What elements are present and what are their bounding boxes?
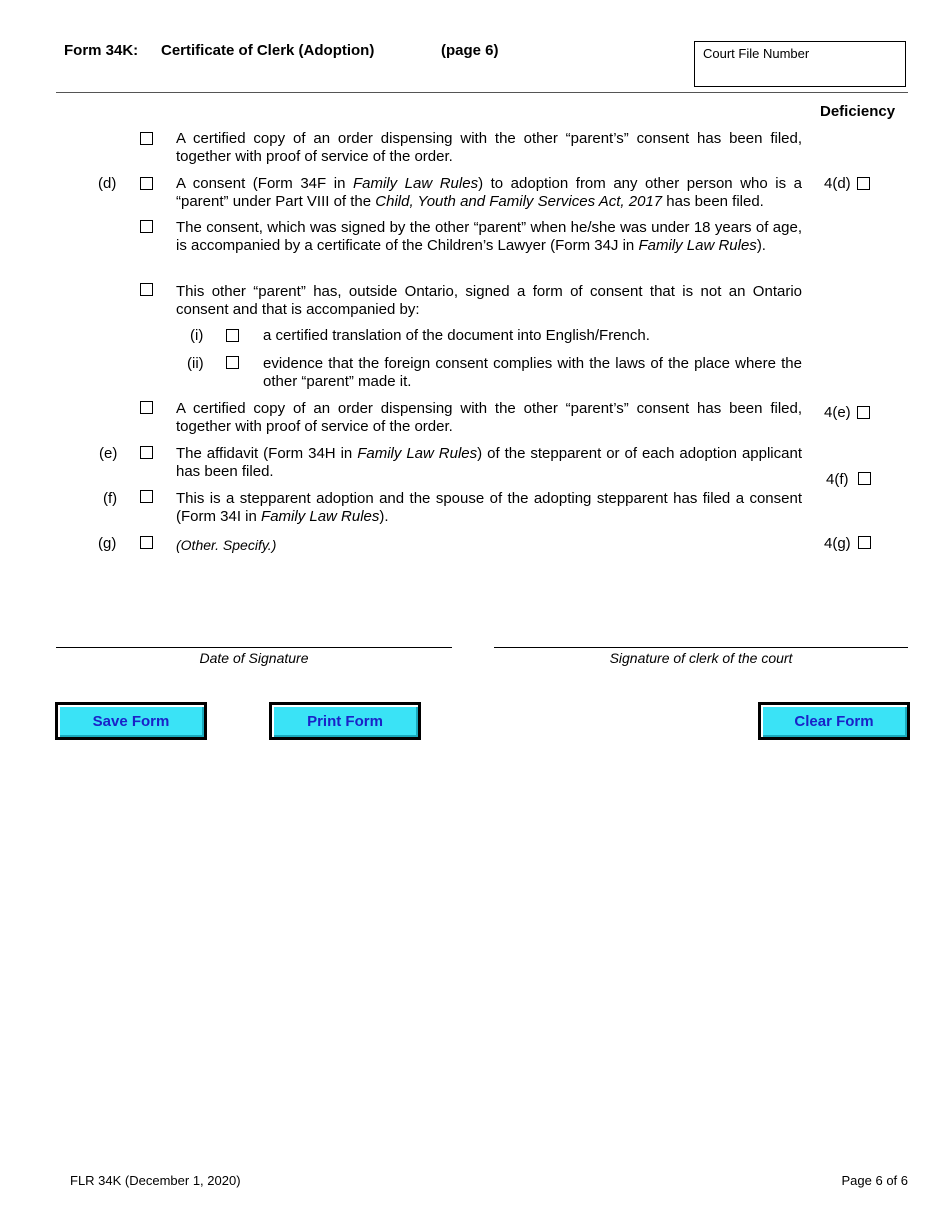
item-f-label: (f) <box>103 490 118 507</box>
deficiency-heading: Deficiency <box>820 103 896 120</box>
checkbox-f[interactable] <box>140 490 153 503</box>
checkbox-d-minor-parent[interactable] <box>140 220 153 233</box>
checkbox-d-ii[interactable] <box>226 356 239 369</box>
checkbox-d-order[interactable] <box>140 401 153 414</box>
deficiency-checkbox-d[interactable] <box>857 177 870 190</box>
item-d-text: A consent (Form 34F in Family Law Rules) to adoption from any other person who is a “parent” under Part VIII of the Child, Youth and Family Services Act, 2017 has been filed. <box>176 175 802 210</box>
checkbox-d-i[interactable] <box>226 329 239 342</box>
form-number: Form 34K: <box>64 42 139 59</box>
court-file-number-field[interactable] <box>694 41 906 87</box>
checkbox-d[interactable] <box>140 177 153 190</box>
item-g-text: (Other. Specify.) <box>176 537 277 553</box>
item-c-order-text: A certified copy of an order dispensing with the other “parent’s” consent has been filed, together with proof of service of the order. <box>176 130 802 165</box>
page-label: (page 6) <box>441 42 499 59</box>
deficiency-label-g: 4(g) <box>824 535 851 552</box>
item-f-text: This is a stepparent adoption and the spouse of the adopting stepparent has filed a consent (Form 34I in Family Law Rules). <box>176 490 802 525</box>
deficiency-checkbox-f[interactable] <box>858 472 871 485</box>
item-d-label: (d) <box>98 175 117 192</box>
item-d-i-label: (i) <box>190 327 204 344</box>
checkbox-d-outside-ontario[interactable] <box>140 283 153 296</box>
print-form-button[interactable]: Print Form <box>269 702 421 740</box>
deficiency-label-f: 4(f) <box>826 471 849 488</box>
checkbox-e[interactable] <box>140 446 153 459</box>
form-title: Certificate of Clerk (Adoption) <box>161 42 375 59</box>
header-divider <box>56 92 908 93</box>
clerk-signature-caption: Signature of clerk of the court <box>609 650 793 666</box>
item-d-order-text: A certified copy of an order dispensing with the other “parent’s” consent has been filed, together with proof of service of the order. <box>176 400 802 435</box>
footer-form-id: FLR 34K (December 1, 2020) <box>70 1173 241 1188</box>
deficiency-label-d: 4(d) <box>824 175 851 192</box>
clerk-signature-line[interactable] <box>494 647 908 648</box>
deficiency-checkbox-e[interactable] <box>857 406 870 419</box>
deficiency-label-e: 4(e) <box>824 404 851 421</box>
checkbox-c-order[interactable] <box>140 132 153 145</box>
court-file-number-label: Court File Number <box>703 46 810 61</box>
item-d-i-text: a certified translation of the document into English/French. <box>263 327 650 344</box>
item-d-outside-ontario-text: This other “parent” has, outside Ontario, signed a form of consent that is not an Ontario consent and that is accompanied by: <box>176 283 802 318</box>
item-d-ii-text: evidence that the foreign consent complies with the laws of the place where the other “parent” made it. <box>263 355 802 390</box>
clear-form-button[interactable]: Clear Form <box>758 702 910 740</box>
item-e-label: (e) <box>99 445 118 462</box>
save-form-button[interactable]: Save Form <box>55 702 207 740</box>
item-d-minor-parent-text: The consent, which was signed by the other “parent” when he/she was under 18 years of age, is accompanied by a certificate of the Children’s Lawyer (Form 34J in Family Law Rules). <box>176 219 802 254</box>
date-signature-caption: Date of Signature <box>199 650 309 666</box>
item-d-ii-label: (ii) <box>187 355 204 372</box>
item-e-text: The affidavit (Form 34H in Family Law Rules) of the stepparent or of each adoption applicant has been filed. <box>176 445 802 480</box>
item-g-label: (g) <box>98 535 117 552</box>
footer-page-count: Page 6 of 6 <box>841 1173 908 1188</box>
date-signature-line[interactable] <box>56 647 452 648</box>
checkbox-g[interactable] <box>140 536 153 549</box>
deficiency-checkbox-g[interactable] <box>858 536 871 549</box>
